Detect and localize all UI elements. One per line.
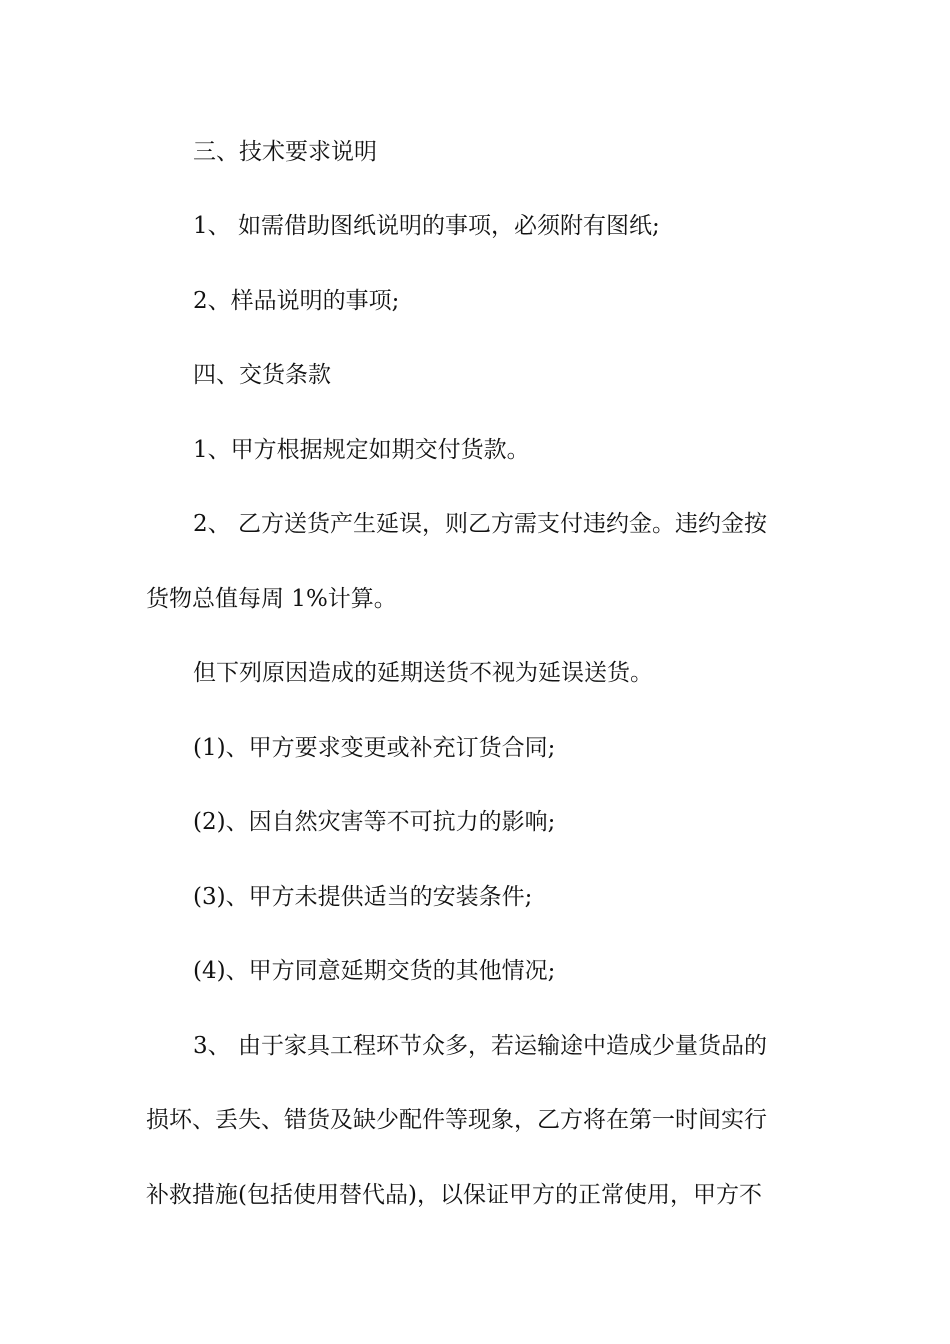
paragraph-line: 补救措施(包括使用替代品)，以保证甲方的正常使用，甲方不 [146, 1182, 762, 1208]
list-item: (1)、甲方要求变更或补充订货合同; [193, 735, 556, 761]
paragraph-line: 1、 如需借助图纸说明的事项，必须附有图纸; [193, 213, 660, 239]
paragraph-line: 3、 由于家具工程环节众多，若运输途中造成少量货品的 [193, 1033, 767, 1059]
paragraph-line: 1、甲方根据规定如期交付货款。 [193, 437, 530, 463]
list-item: (4)、甲方同意延期交货的其他情况; [193, 958, 556, 984]
paragraph-line: 损坏、丢失、错货及缺少配件等现象，乙方将在第一时间实行 [146, 1107, 767, 1133]
paragraph-line: 2、样品说明的事项; [193, 288, 400, 314]
paragraph-line: 但下列原因造成的延期送货不视为延误送货。 [193, 660, 653, 686]
list-item: (3)、甲方未提供适当的安装条件; [193, 884, 533, 910]
section-heading-delivery-terms: 四、交货条款 [193, 362, 331, 388]
list-item: (2)、因自然灾害等不可抗力的影响; [193, 809, 556, 835]
paragraph-line: 2、 乙方送货产生延误，则乙方需支付违约金。违约金按 [193, 511, 767, 537]
paragraph-line: 货物总值每周 1%计算。 [146, 586, 397, 612]
section-heading-technical-requirements: 三、技术要求说明 [193, 139, 377, 165]
